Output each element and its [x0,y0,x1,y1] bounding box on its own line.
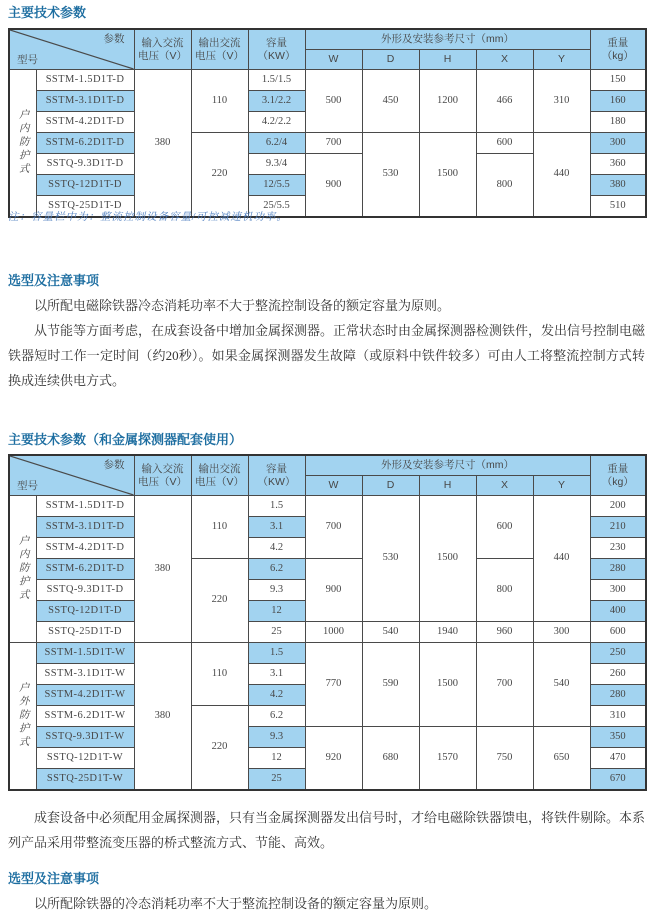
col-header-y: Y [533,476,590,496]
weight-cell: 250 [590,643,646,664]
model-cell: SSTM-1.5D1T-D [36,70,134,91]
dim-x-cell: 466 [476,70,533,133]
dim-x-cell: 960 [476,622,533,643]
capacity-cell: 9.3 [248,727,305,748]
capacity-cell: 6.2/4 [248,133,305,154]
capacity-cell: 6.2 [248,706,305,727]
weight-cell: 510 [590,196,646,218]
dim-d-cell: 680 [362,727,419,791]
capacity-cell: 1.5/1.5 [248,70,305,91]
weight-cell: 180 [590,112,646,133]
dim-y-cell: 650 [533,727,590,791]
output-voltage-cell: 110 [191,643,248,706]
dim-d-cell: 530 [362,133,419,218]
col-header-output-voltage: 输出交流 电压（V） [191,29,248,70]
output-voltage-cell: 110 [191,70,248,133]
model-cell: SSTQ-12D1T-W [36,748,134,769]
dim-h-cell: 1500 [419,133,476,218]
capacity-cell: 6.2 [248,559,305,580]
capacity-cell: 9.3/4 [248,154,305,175]
model-cell: SSTM-1.5D1T-W [36,643,134,664]
table-metal-detector-params [8,454,647,791]
weight-cell: 150 [590,70,646,91]
section2-paragraph-1: 以所配除铁器的冷态消耗功率不大于整流控制设备的额定容量为原则。 [34,896,438,911]
dim-h-cell: 1500 [419,643,476,727]
model-cell: SSTQ-25D1T-D [36,196,134,218]
weight-cell: 350 [590,727,646,748]
model-cell: SSTQ-9.3D1T-D [36,580,134,601]
weight-cell: 380 [590,175,646,196]
section1-paragraph-1: 以所配电磁除铁器冷态消耗功率不大于整流控制设备的额定容量为原则。 [34,298,451,313]
col-header-input-voltage: 输入交流 电压（V） [134,29,191,70]
dim-y-cell: 310 [533,70,590,133]
dim-x-cell: 800 [476,559,533,622]
model-cell: SSTM-6.2D1T-W [36,706,134,727]
col-header-dimensions: 外形及安装参考尺寸（mm） [305,455,590,476]
output-voltage-cell: 110 [191,496,248,559]
model-cell: SSTM-4.2D1T-W [36,685,134,706]
model-cell: SSTM-3.1D1T-W [36,664,134,685]
weight-cell: 210 [590,517,646,538]
col-header-w: W [305,476,362,496]
col-header-h: H [419,50,476,70]
capacity-cell: 12 [248,748,305,769]
table-row [9,133,646,154]
model-cell: SSTQ-25D1T-W [36,769,134,791]
weight-cell: 670 [590,769,646,791]
weight-cell: 160 [590,91,646,112]
input-voltage-cell: 380 [134,643,191,791]
dim-h-cell: 1200 [419,70,476,133]
capacity-cell: 4.2/2.2 [248,112,305,133]
capacity-cell: 3.1/2.2 [248,91,305,112]
capacity-cell: 25 [248,622,305,643]
weight-cell: 400 [590,601,646,622]
dim-w-cell: 1000 [305,622,362,643]
table-row [9,496,646,517]
col-header-weight: 重量 （kg） [590,455,646,496]
capacity-cell: 1.5 [248,643,305,664]
weight-cell: 470 [590,748,646,769]
dim-y-cell: 540 [533,643,590,727]
weight-cell: 280 [590,559,646,580]
weight-cell: 310 [590,706,646,727]
col-header-h: H [419,476,476,496]
dim-d-cell: 590 [362,643,419,727]
table-row [9,622,646,643]
table1-note: 注：容量栏中为：整流控制设备容量/可控减速机功率。 [8,212,288,223]
capacity-cell: 3.1 [248,664,305,685]
capacity-cell: 25 [248,769,305,791]
group-label-outdoor: 户外防护式 [9,643,36,791]
corner-label-model: 型号 [17,53,38,66]
col-header-d: D [362,476,419,496]
input-voltage-cell: 380 [134,70,191,218]
col-header-x: X [476,50,533,70]
dim-d-cell: 530 [362,496,419,622]
dim-w-cell: 770 [305,643,362,727]
col-header-weight: 重量 （kg） [590,29,646,70]
capacity-cell: 3.1 [248,517,305,538]
capacity-cell: 12 [248,601,305,622]
weight-cell: 300 [590,580,646,601]
weight-cell: 260 [590,664,646,685]
model-cell: SSTQ-12D1T-D [36,601,134,622]
section1-heading: 选型及注意事项 [8,273,100,288]
output-voltage-cell: 220 [191,559,248,643]
col-header-output-voltage: 输出交流 电压（V） [191,455,248,496]
weight-cell: 600 [590,622,646,643]
dim-x-cell: 600 [476,133,533,154]
table1-title: 主要技术参数 [8,5,87,20]
model-cell: SSTM-4.2D1T-D [36,112,134,133]
col-header-y: Y [533,50,590,70]
col-header-capacity: 容量 （KW） [248,29,305,70]
capacity-cell: 25/5.5 [248,196,305,218]
model-cell: SSTM-3.1D1T-D [36,91,134,112]
input-voltage-cell: 380 [134,496,191,643]
section2-heading: 选型及注意事项 [8,871,100,886]
model-cell: SSTM-3.1D1T-D [36,517,134,538]
group-label-indoor: 户内防护式 [9,70,36,218]
dim-w-cell: 920 [305,727,362,791]
table-row [9,727,646,748]
corner-label-model: 型号 [17,479,38,492]
col-header-capacity: 容量 （KW） [248,455,305,496]
corner-header-cell [9,455,134,496]
model-cell: SSTM-6.2D1T-D [36,133,134,154]
capacity-cell: 4.2 [248,538,305,559]
model-cell: SSTM-6.2D1T-D [36,559,134,580]
weight-cell: 360 [590,154,646,175]
col-header-dimensions: 外形及安装参考尺寸（mm） [305,29,590,50]
output-voltage-cell: 220 [191,133,248,218]
col-header-w: W [305,50,362,70]
dim-d-cell: 540 [362,622,419,643]
group-label-indoor: 户内防护式 [9,496,36,643]
model-cell: SSTQ-9.3D1T-D [36,154,134,175]
capacity-cell: 4.2 [248,685,305,706]
weight-cell: 300 [590,133,646,154]
col-header-d: D [362,50,419,70]
dim-w-cell: 500 [305,70,362,133]
capacity-cell: 12/5.5 [248,175,305,196]
model-cell: SSTQ-9.3D1T-W [36,727,134,748]
dim-x-cell: 700 [476,643,533,727]
dim-y-cell: 300 [533,622,590,643]
weight-cell: 280 [590,685,646,706]
dim-x-cell: 750 [476,727,533,791]
corner-label-param: 参数 [103,459,125,471]
capacity-cell: 1.5 [248,496,305,517]
model-cell: SSTM-1.5D1T-D [36,496,134,517]
table-row [9,643,646,664]
dim-d-cell: 450 [362,70,419,133]
dim-w-cell: 700 [305,133,362,154]
weight-cell: 200 [590,496,646,517]
col-header-input-voltage: 输入交流 电压（V） [134,455,191,496]
metal-detector-paragraph: 成套设备中必须配用金属探测器，只有当金属探测器发出信号时，才给电磁除铁器馈电，将铁件剔除。本系列产品采用带整流变压器的桥式整流方式、节能、高效。 [8,810,646,850]
corner-header-cell [9,29,134,70]
weight-cell: 230 [590,538,646,559]
corner-label-param: 参数 [103,33,125,45]
table-row [9,70,646,91]
dim-h-cell: 1570 [419,727,476,791]
dim-w-cell: 900 [305,559,362,622]
dim-w-cell: 900 [305,154,362,218]
capacity-cell: 9.3 [248,580,305,601]
model-cell: SSTQ-25D1T-D [36,622,134,643]
dim-h-cell: 1940 [419,622,476,643]
model-cell: SSTM-4.2D1T-D [36,538,134,559]
output-voltage-cell: 220 [191,706,248,791]
table2-title: 主要技术参数（和金属探测器配套使用） [8,432,243,447]
dim-x-cell: 600 [476,496,533,559]
dim-h-cell: 1500 [419,496,476,622]
dim-w-cell: 700 [305,496,362,559]
dim-x-cell: 800 [476,154,533,218]
dim-y-cell: 440 [533,496,590,622]
table-main-params [8,28,647,218]
section1-paragraph-2: 从节能等方面考虑，在成套设备中增加金属探测器。正常状态时由金属探测器检测铁件，发出信号控制电磁铁器短时工作一定时间（约20秒）。如果金属探测器发生故障（或原料中铁件较多）可由人工将整流控制方式转换成连续供电方式。 [8,323,646,388]
model-cell: SSTQ-12D1T-D [36,175,134,196]
dim-y-cell: 440 [533,133,590,218]
col-header-x: X [476,476,533,496]
